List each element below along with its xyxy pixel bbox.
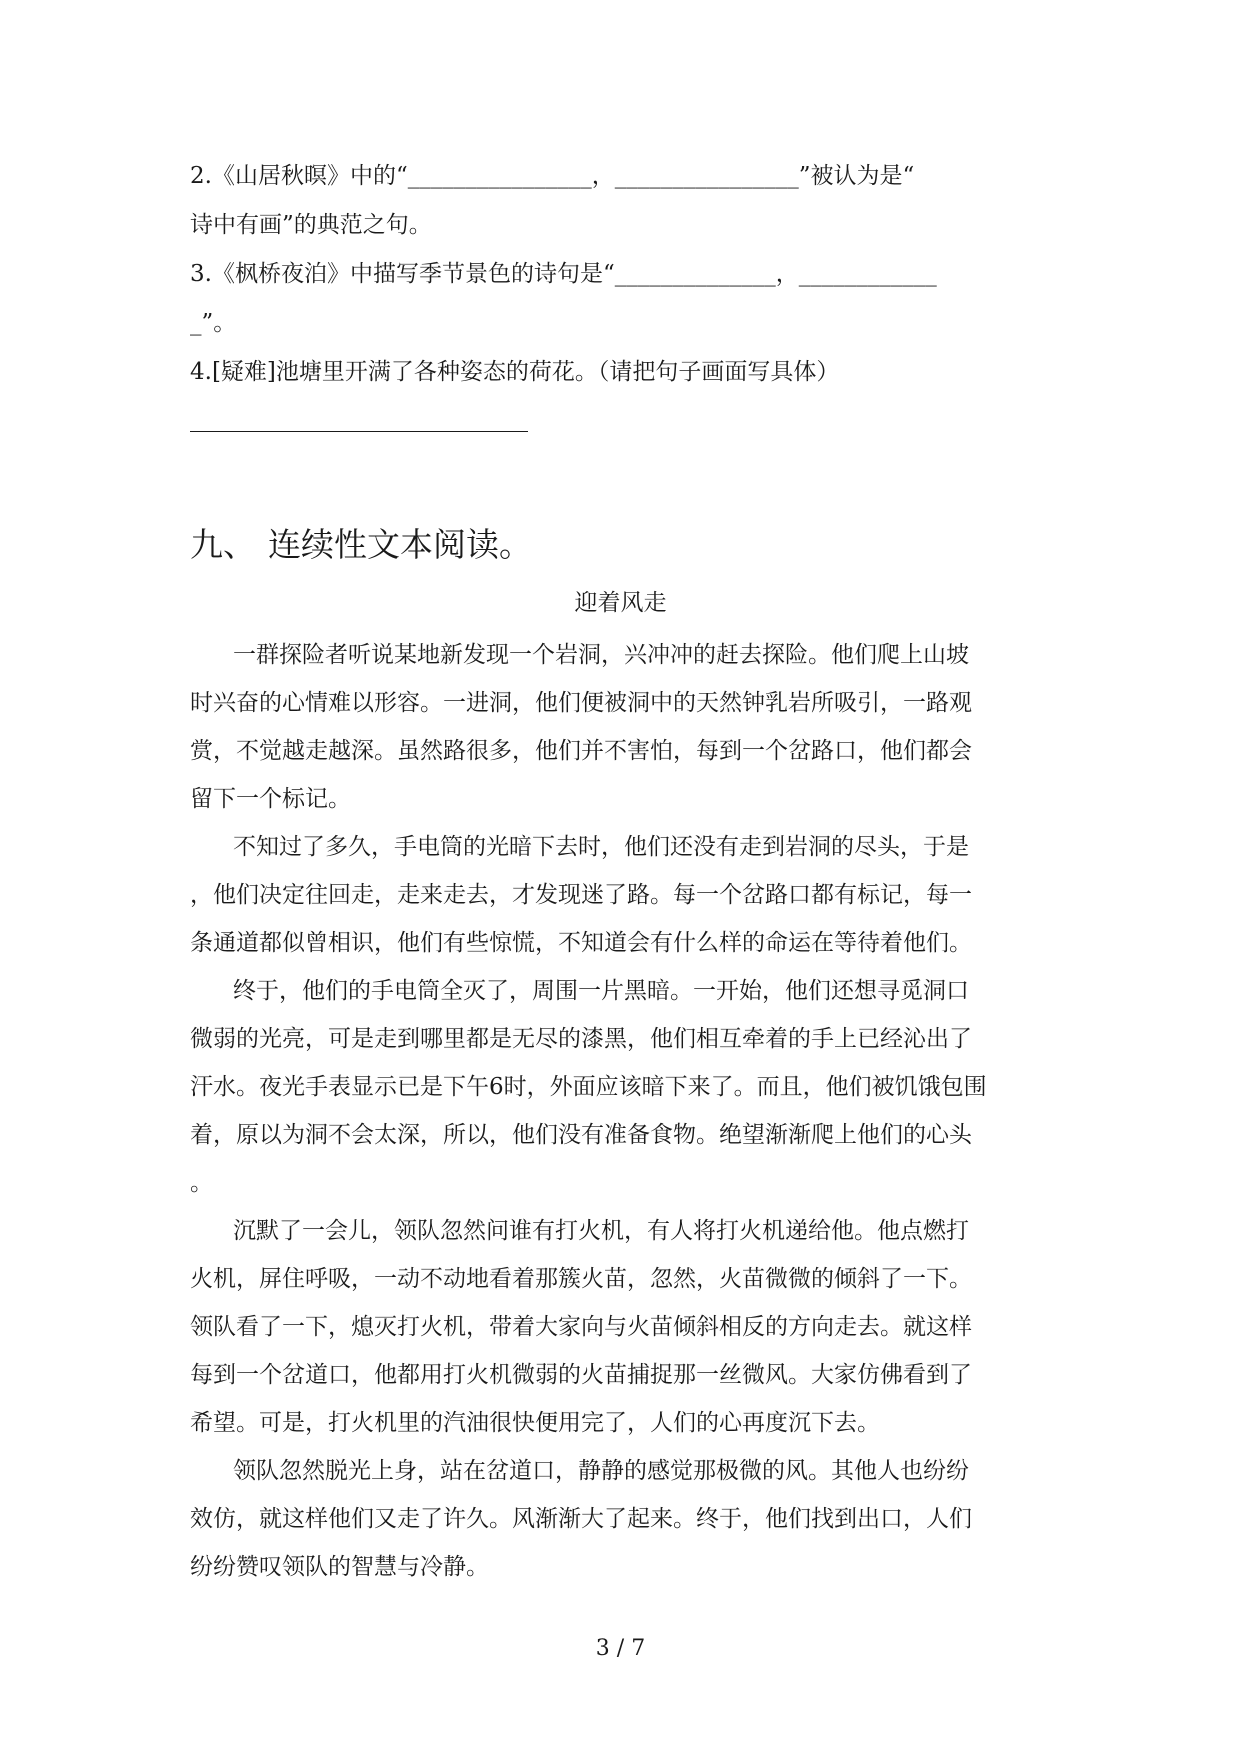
passage-line: 希望。可是，打火机里的汽油很快便用完了，人们的心再度沉下去。 bbox=[190, 1410, 880, 1436]
page-number: 3 / 7 bbox=[595, 1636, 646, 1661]
passage-title: 迎着风走 bbox=[574, 590, 667, 616]
passage-line: ，他们决定往回走，走来走去，才发现迷了路。每一个岔路口都有标记，每一 bbox=[190, 882, 972, 908]
passage-line: 留下一个标记。 bbox=[190, 786, 351, 812]
passage-line: 不知过了多久，手电筒的光暗下去时，他们还没有走到岩洞的尽头，于是 bbox=[233, 834, 969, 860]
answer-line bbox=[190, 431, 528, 432]
passage-line: 微弱的光亮，可是走到哪里都是无尽的漆黑，他们相互牵着的手上已经沁出了 bbox=[190, 1026, 972, 1052]
section-heading bbox=[190, 524, 532, 566]
passage-line: 效仿，就这样他们又走了许久。风渐渐大了起来。终于，他们找到出口，人们 bbox=[190, 1506, 972, 1532]
question-3-line-2: _”。 bbox=[190, 310, 237, 336]
passage-line: 纷纷赞叹领队的智慧与冷静。 bbox=[190, 1554, 489, 1580]
passage-line: 每到一个岔道口，他都用打火机微弱的火苗捕捉那一丝微风。大家仿佛看到了 bbox=[190, 1362, 972, 1388]
passage-line: 。 bbox=[190, 1170, 213, 1196]
passage-line: 一群探险者听说某地新发现一个岩洞，兴冲冲的赶去探险。他们爬上山坡 bbox=[233, 642, 969, 668]
question-4-line-1: 4.[疑难]池塘里开满了各种姿态的荷花。（请把句子画面写具体） bbox=[190, 359, 840, 385]
section-number: 九、 bbox=[190, 525, 256, 564]
passage-line: 终于，他们的手电筒全灭了，周围一片黑暗。一开始，他们还想寻觅洞口 bbox=[233, 978, 969, 1004]
passage-line: 赏，不觉越走越深。虽然路很多，他们并不害怕，每到一个岔路口，他们都会 bbox=[190, 738, 972, 764]
passage-line: 汗水。夜光手表显示已是下午6时，外面应该暗下来了。而且，他们被饥饿包围 bbox=[190, 1074, 987, 1100]
passage-line: 沉默了一会儿，领队忽然问谁有打火机，有人将打火机递给他。他点燃打 bbox=[233, 1218, 969, 1244]
passage-line: 着，原以为洞不会太深，所以，他们没有准备食物。绝望渐渐爬上他们的心头 bbox=[190, 1122, 972, 1148]
question-2-line-1: 2.《山居秋暝》中的“________________，________________”被认为是“ bbox=[190, 163, 915, 189]
passage-line: 条通道都似曾相识，他们有些惊慌，不知道会有什么样的命运在等待着他们。 bbox=[190, 930, 972, 956]
passage-line: 时兴奋的心情难以形容。一进洞，他们便被洞中的天然钟乳岩所吸引，一路观 bbox=[190, 690, 972, 716]
question-3-line-1: 3.《枫桥夜泊》中描写季节景色的诗句是“______________，____________ bbox=[190, 261, 937, 287]
passage-line: 火机，屏住呼吸，一动不动地看着那簇火苗，忽然，火苗微微的倾斜了一下。 bbox=[190, 1266, 972, 1292]
question-2-line-2: 诗中有画”的典范之句。 bbox=[190, 212, 432, 238]
section-title: 连续性文本阅读。 bbox=[268, 525, 532, 564]
passage-line: 领队看了一下，熄灭打火机，带着大家向与火苗倾斜相反的方向走去。就这样 bbox=[190, 1314, 972, 1340]
passage-line: 领队忽然脱光上身，站在岔道口，静静的感觉那极微的风。其他人也纷纷 bbox=[233, 1458, 969, 1484]
